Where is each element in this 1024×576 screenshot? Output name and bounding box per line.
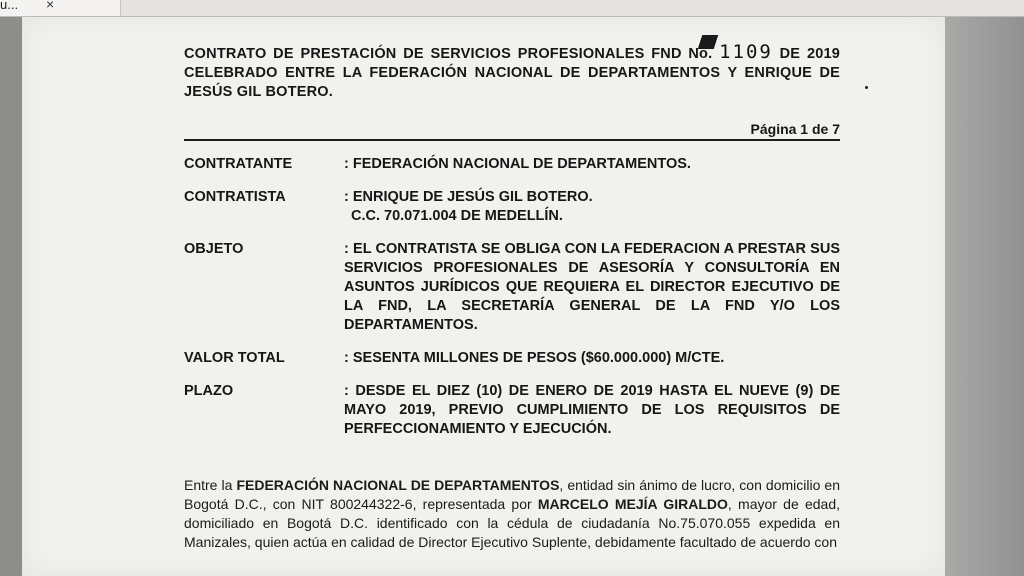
paragraph-text: Entre la (184, 477, 237, 493)
field-label: VALOR TOTAL (184, 350, 285, 366)
title-part-1: CONTRATO DE PRESTACIÓN DE SERVICIOS PROFESIONALES FND No. (184, 46, 713, 62)
field-label: CONTRATANTE (184, 156, 293, 172)
paragraph-text: , entidad sin ánimo de lucro, con domicilio en Bogotá D.C., con NIT 800244322-6, representada por (184, 477, 840, 512)
field-label: OBJETO (184, 241, 244, 257)
field-contratista (184, 188, 840, 226)
paragraph-bold: FEDERACIÓN NACIONAL DE DEPARTAMENTOS (236, 477, 560, 493)
tab-title: u... (0, 0, 19, 12)
field-valor-total (184, 349, 840, 368)
field-plazo (184, 382, 840, 439)
document-title (184, 43, 840, 102)
paragraph-bold: MARCELO MEJÍA GIRALDO (537, 496, 728, 512)
viewer-background-right (945, 17, 1024, 576)
contract-number: 1109 (719, 41, 773, 63)
field-objeto (184, 240, 840, 335)
intro-paragraph (184, 476, 840, 552)
paragraph-text: , mayor de edad, domiciliado en Bogotá D.C. identificado con la cédula de ciudadanía No.75.070.055 expedida en Manizales, quien actúa en calidad de Director Ejecutivo Suplente, debidamente facultado de acuerdo con (184, 496, 840, 550)
field-value: : EL CONTRATISTA SE OBLIGA CON LA FEDERACION A PRESTAR SUS SERVICIOS PROFESIONALES DE ASESORÍA Y CONSULTORÍA EN ASUNTOS JURÍDICOS QUE REQUIERA EL DIRECTOR EJECUTIVO DE LA FND, LA SECRETARÍA GENERAL DE LA FND Y/O LOS DEPARTAMENTOS. (344, 241, 840, 333)
title-part-2: DE 2019 CELEBRADO ENTRE LA FEDERACIÓN NACIONAL DE DEPARTAMENTOS Y ENRIQUE DE JESÚS GIL BOTERO. (184, 46, 840, 100)
field-contratante (184, 155, 840, 174)
field-subvalue: C.C. 70.071.004 DE MEDELLÍN. (351, 208, 563, 224)
document-body (184, 43, 840, 566)
close-icon[interactable]: × (46, 0, 55, 12)
field-value: : ENRIQUE DE JESÚS GIL BOTERO. (344, 189, 593, 205)
field-label: PLAZO (184, 383, 234, 399)
field-value: : DESDE EL DIEZ (10) DE ENERO DE 2019 HASTA EL NUEVE (9) DE MAYO 2019, PREVIO CUMPLIMIENTO DE LOS REQUISITOS DE PERFECCIONAMIENTO Y EJECUCIÓN. (344, 383, 840, 437)
ink-dot (865, 86, 868, 89)
field-value: : SESENTA MILLONES DE PESOS ($60.000.000) M/CTE. (344, 350, 725, 366)
page-indicator: Página 1 de 7 (184, 121, 840, 141)
field-label: CONTRATISTA (184, 189, 286, 205)
browser-tab-strip (0, 0, 1024, 17)
field-value: : FEDERACIÓN NACIONAL DE DEPARTAMENTOS. (344, 156, 691, 172)
document-page (22, 17, 945, 576)
viewer-background-left (0, 17, 22, 576)
browser-tab[interactable] (0, 0, 121, 16)
